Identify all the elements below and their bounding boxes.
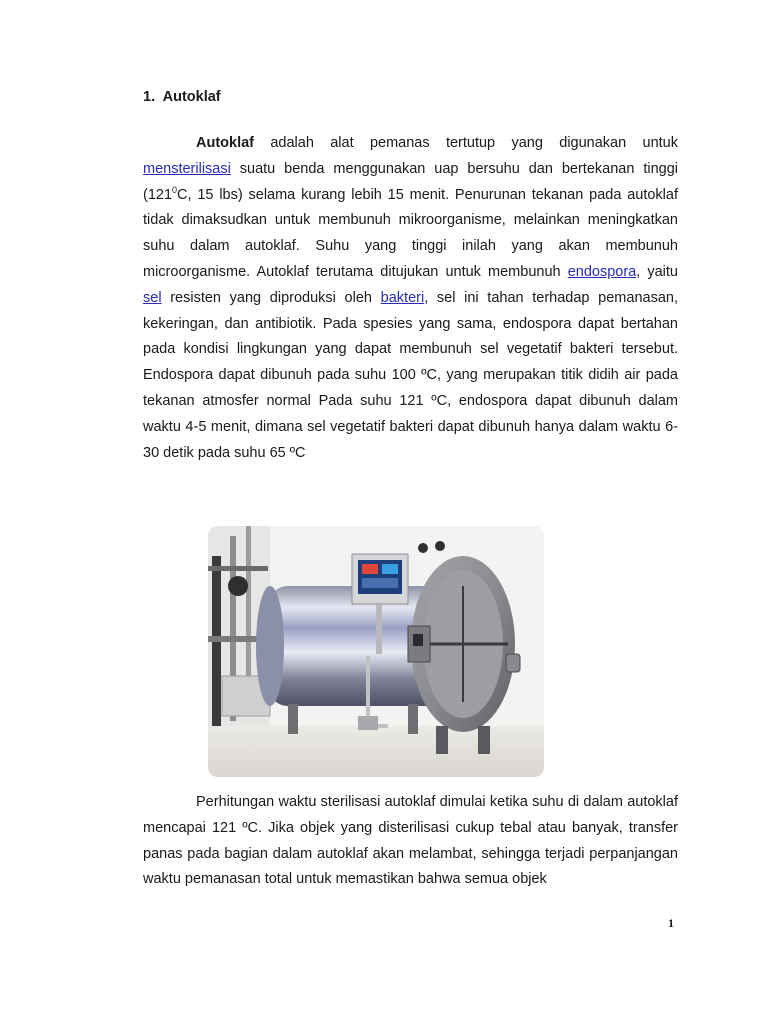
text-run: resisten yang diproduksi oleh xyxy=(161,289,381,306)
link-endospora[interactable]: endospora xyxy=(567,263,637,280)
term-autoklaf: Autoklaf xyxy=(196,135,254,151)
text-run: C, 15 lbs) selama kurang lebih 15 menit. Penurunan tekanan pada autoklaf tidak dimaksudkan untuk membunuh mikroorganisme, melainkan meningkatkan suhu dalam autoklaf. Suhu yang tinggi inilah yang akan membunuh microorganisme. Autoklaf terutama ditujukan untuk membunuh xyxy=(143,186,678,280)
paragraph-sterilization-time xyxy=(143,790,678,893)
text-run: suatu benda menggunakan uap bersuhu dan bertekanan tinggi (121 xyxy=(143,160,678,203)
section-title: Autoklaf xyxy=(162,89,221,105)
page-number: 1 xyxy=(668,916,674,930)
text-run: Perhitungan waktu sterilisasi autoklaf dimulai ketika suhu di dalam autoklaf mencapai 121 ºC. Jika objek yang disterilisasi cukup tebal atau banyak, transfer panas pada bagian dalam autoklaf akan melambat, sehingga terjadi perpanjangan waktu pemanasan total untuk memastikan bahwa semua objek xyxy=(143,794,678,888)
text-run: , sel ini tahan terhadap pemanasan, kekeringan, dan antibiotik. Pada spesies yang sama, endospora dapat bertahan pada kondisi lingkungan yang dapat membunuh sel vegetatif bakteri tersebut. Endospora dapat dibunuh pada suhu 100 ºC, yang merupakan titik didih air pada tekanan atmosfer normal Pada suhu 121 ºC, endospora dapat dibunuh dalam waktu 4-5 menit, dimana sel vegetatif bakteri dapat dibunuh hanya dalam waktu 6-30 detik pada suhu 65 ºC xyxy=(143,289,678,461)
section-number: 1. xyxy=(143,89,156,105)
degree-superscript: 0 xyxy=(172,184,178,195)
text-run: adalah alat pemanas tertutup yang digunakan untuk xyxy=(254,135,678,151)
link-bakteri[interactable]: bakteri xyxy=(380,289,425,306)
section-heading xyxy=(143,89,221,105)
text-run: , yaitu xyxy=(636,263,679,280)
link-sel[interactable]: sel xyxy=(143,289,162,306)
autoclave-photo xyxy=(208,526,544,777)
link-mensterilisasi[interactable]: mensterilisasi xyxy=(143,160,231,177)
paragraph-autoklaf-definition xyxy=(143,131,678,466)
